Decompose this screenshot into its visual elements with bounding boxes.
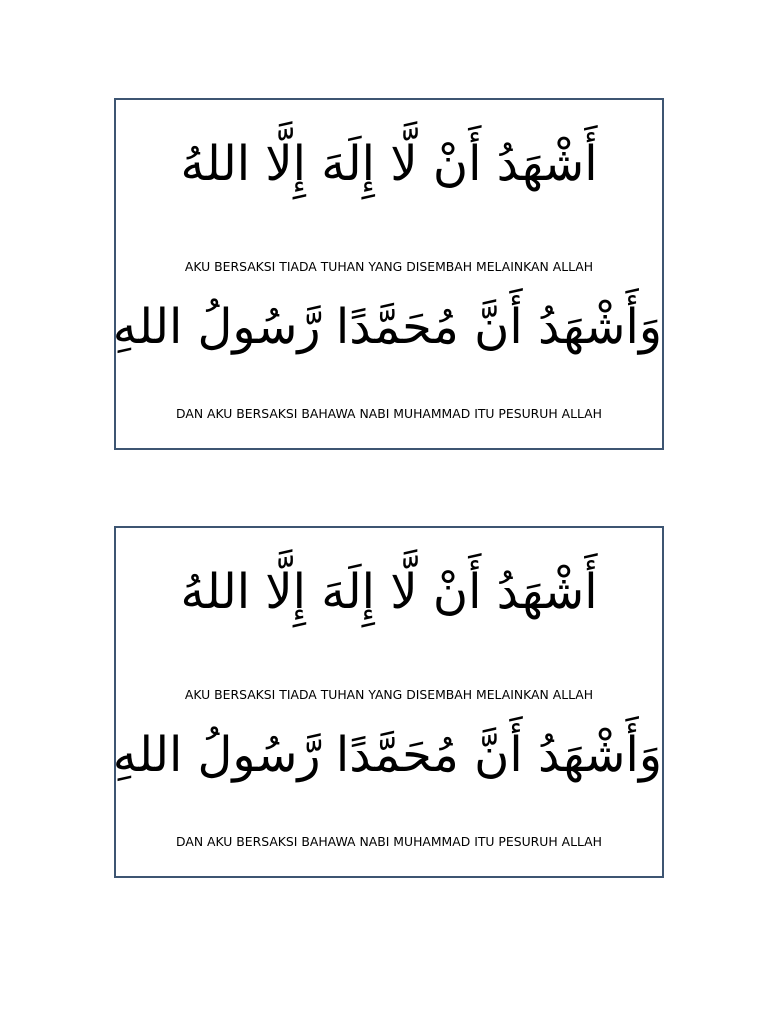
shahada-2-translation: DAN AKU BERSAKSI BAHAWA NABI MUHAMMAD ITU PESURUH ALLAH: [176, 406, 602, 421]
shahada-2-arabic: وَأَشْهَدُ أَنَّ مُحَمَّدًا رَّسُولُ اللهِ: [112, 299, 662, 355]
shahada-1-translation: AKU BERSAKSI TIADA TUHAN YANG DISEMBAH MELAINKAN ALLAH: [184, 687, 594, 702]
shahada-1-arabic: أَشْهَدُ أَنْ لَّا إِلَهَ إِلَّا اللهُ: [180, 564, 598, 620]
shahada-2-translation: DAN AKU BERSAKSI BAHAWA NABI MUHAMMAD ITU PESURUH ALLAH: [176, 834, 602, 849]
shahada-card: [114, 98, 664, 450]
shahada-2-arabic: وَأَشْهَدُ أَنَّ مُحَمَّدًا رَّسُولُ اللهِ: [112, 727, 662, 783]
shahada-1-arabic: أَشْهَدُ أَنْ لَّا إِلَهَ إِلَّا اللهُ: [180, 136, 598, 192]
shahada-card: [114, 526, 664, 878]
shahada-1-translation: AKU BERSAKSI TIADA TUHAN YANG DISEMBAH MELAINKAN ALLAH: [184, 259, 594, 274]
